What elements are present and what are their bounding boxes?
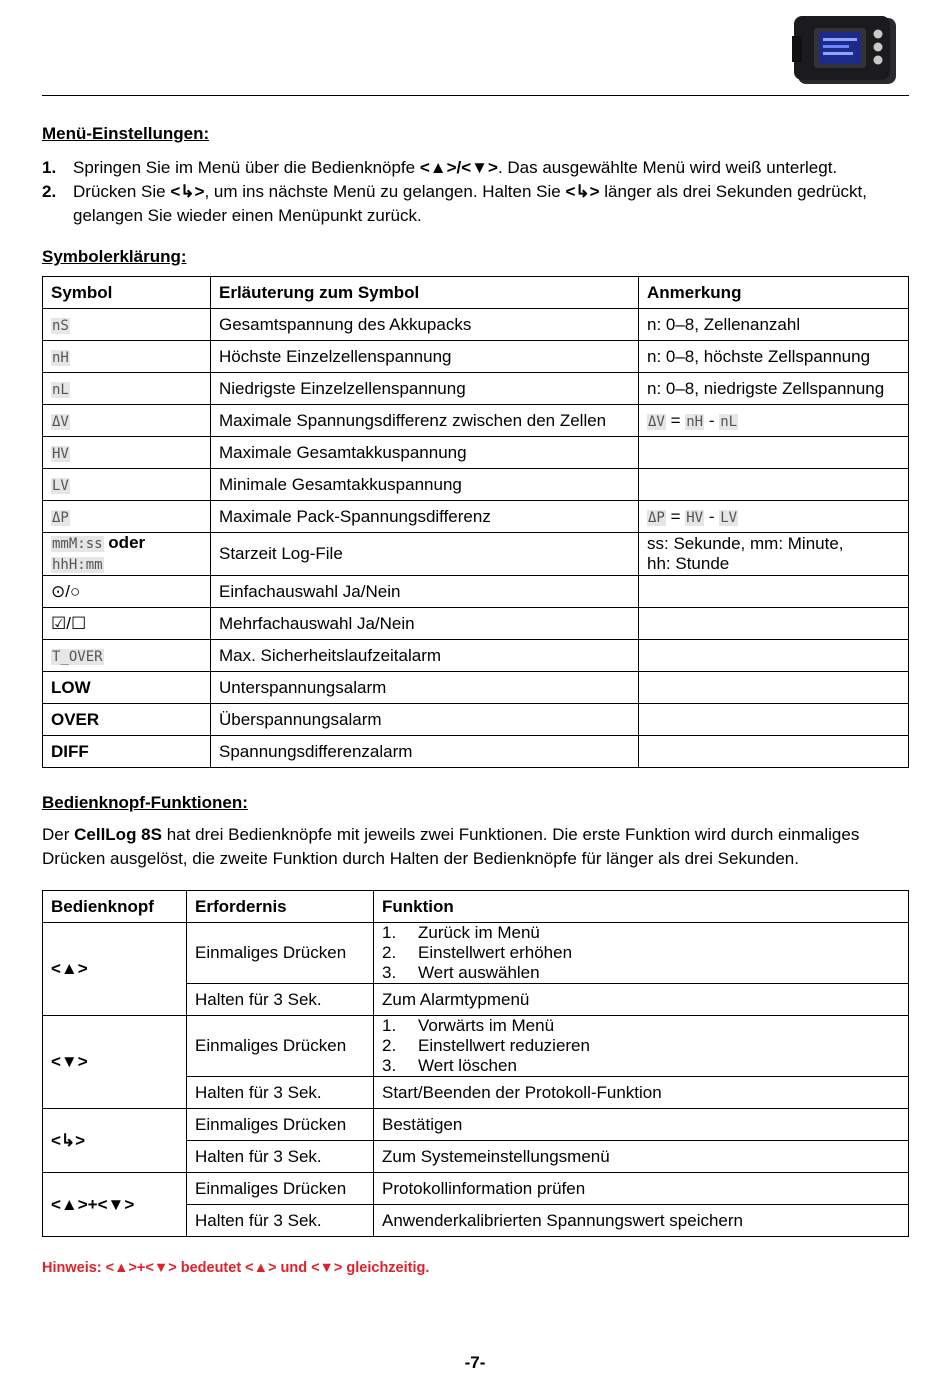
- symbol-note: [639, 640, 909, 672]
- button-name: <▲>: [43, 923, 187, 1016]
- symbol-description: Unterspannungsalarm: [211, 672, 639, 704]
- function-text: Wert löschen: [418, 1056, 517, 1075]
- step-text: Drücken Sie: [73, 182, 171, 201]
- intro-text: hat drei Bedienknöpfe mit jeweils zwei Funktionen. Die erste Funktion wird durch einmaliges Drücken ausgelöst, die zweite Funktion durch Halten der Bedienknöpfe für länger als drei Sekunden.: [42, 825, 860, 868]
- column-header: Symbol: [43, 277, 211, 309]
- function-text: Einstellwert erhöhen: [418, 943, 573, 962]
- table-row: [43, 576, 909, 608]
- menu-step-2: [42, 180, 912, 228]
- function-text: Zurück im Menü: [418, 923, 540, 942]
- function-text: Protokollinformation prüfen: [374, 1173, 909, 1205]
- table-row: [43, 1173, 909, 1205]
- product-name: CellLog 8S: [74, 825, 162, 844]
- display-symbol: nS: [52, 317, 69, 334]
- symbol-note: [639, 533, 909, 576]
- function-text: Anwenderkalibrierten Spannungswert speichern: [374, 1205, 909, 1237]
- list-number: 1.: [382, 923, 397, 942]
- alarm-symbol: DIFF: [43, 736, 211, 768]
- list-item: [382, 1016, 900, 1036]
- symbol-connector: oder: [103, 533, 146, 552]
- column-header: Anmerkung: [639, 277, 909, 309]
- table-row: [43, 501, 909, 533]
- function-text: Wert auswählen: [418, 963, 540, 982]
- function-text: Zum Systemeinstellungsmenü: [374, 1141, 909, 1173]
- table-row: [43, 608, 909, 640]
- requirement: Einmaliges Drücken: [187, 1016, 374, 1077]
- table-header-row: [43, 891, 909, 923]
- list-number: 3.: [382, 963, 397, 982]
- button-intro-paragraph: [42, 823, 912, 871]
- symbol-description: Minimale Gesamtakkuspannung: [211, 469, 639, 501]
- table-row: [43, 373, 909, 405]
- list-item: [382, 963, 900, 983]
- list-item: [382, 943, 900, 963]
- button-name: <↳>: [43, 1109, 187, 1173]
- symbol-note: n: 0–8, Zellenanzahl: [639, 309, 909, 341]
- formula-term: nH: [686, 413, 704, 430]
- display-symbol: T_OVER: [52, 648, 103, 665]
- symbol-description: Niedrigste Einzelzellenspannung: [211, 373, 639, 405]
- step-text: Springen Sie im Menü über die Bedienknöpfe: [73, 158, 420, 177]
- symbol-note: [639, 501, 909, 533]
- symbol-note: [639, 437, 909, 469]
- display-symbol: hhH:mm: [52, 557, 103, 573]
- function-list: [382, 1016, 900, 1076]
- note-line: ss: Sekunde, mm: Minute,: [647, 534, 844, 553]
- symbol-description: Starzeit Log-File: [211, 533, 639, 576]
- radio-symbol: ⊙/○: [43, 576, 211, 608]
- display-symbol: ΔP: [52, 509, 69, 526]
- symbol-table: [42, 276, 909, 768]
- column-header: Bedienknopf: [43, 891, 187, 923]
- symbol-description: Gesamtspannung des Akkupacks: [211, 309, 639, 341]
- requirement: Halten für 3 Sek.: [187, 1077, 374, 1109]
- step-text: . Das ausgewählte Menü wird weiß unterlegt.: [497, 158, 838, 177]
- button-symbol: <▲>/<▼>: [419, 158, 498, 177]
- table-row: [43, 469, 909, 501]
- symbol-note: [639, 608, 909, 640]
- table-header-row: [43, 277, 909, 309]
- requirement: Einmaliges Drücken: [187, 1173, 374, 1205]
- display-symbol: nL: [52, 381, 69, 398]
- display-symbol: HV: [52, 445, 69, 462]
- list-number: 2.: [382, 1036, 397, 1055]
- symbol-legend-title: Symbolerklärung:: [42, 247, 187, 266]
- function-text: Bestätigen: [374, 1109, 909, 1141]
- list-item: [382, 1036, 900, 1056]
- menu-step-1: [42, 156, 912, 180]
- symbol-note: [639, 469, 909, 501]
- column-header: Funktion: [374, 891, 909, 923]
- symbol-note: n: 0–8, niedrigste Zellspannung: [639, 373, 909, 405]
- formula-term: nL: [720, 413, 738, 430]
- symbol-description: Mehrfachauswahl Ja/Nein: [211, 608, 639, 640]
- formula-term: HV: [686, 509, 704, 526]
- function-text: Einstellwert reduzieren: [418, 1036, 590, 1055]
- formula-operator: =: [665, 410, 686, 430]
- cell-log-device-image: [792, 12, 898, 87]
- function-list: [382, 923, 900, 983]
- function-text: Zum Alarmtypmenü: [374, 984, 909, 1016]
- formula-operator: -: [704, 506, 720, 526]
- symbol-description: Maximale Spannungsdifferenz zwischen den Zellen: [211, 405, 639, 437]
- formula-operator: -: [704, 410, 720, 430]
- display-symbol: nH: [52, 349, 69, 366]
- step-text: , um ins nächste Menü zu gelangen. Halten Sie: [204, 182, 566, 201]
- requirement: Einmaliges Drücken: [187, 1109, 374, 1141]
- intro-text: Der: [42, 825, 75, 844]
- hint-note: Hinweis: <▲>+<▼> bedeutet <▲> und <▼> gleichzeitig.: [42, 1260, 430, 1276]
- button-functions-title: Bedienknopf-Funktionen:: [42, 793, 248, 812]
- list-item: [382, 923, 900, 943]
- function-text: Vorwärts im Menü: [418, 1016, 555, 1035]
- display-symbol: mmM:ss: [52, 536, 103, 552]
- requirement: Halten für 3 Sek.: [187, 984, 374, 1016]
- table-row: [43, 405, 909, 437]
- formula-term: ΔV: [648, 413, 665, 430]
- step-number: 2.: [42, 182, 57, 201]
- header-rule: [42, 95, 909, 96]
- table-row: [43, 736, 909, 768]
- table-row: [43, 533, 909, 576]
- symbol-note: [639, 736, 909, 768]
- formula-term: ΔP: [648, 509, 665, 526]
- symbol-description: Spannungsdifferenzalarm: [211, 736, 639, 768]
- step-number: 1.: [42, 158, 57, 177]
- list-number: 1.: [382, 1016, 397, 1035]
- symbol-description: Maximale Pack-Spannungsdifferenz: [211, 501, 639, 533]
- symbol-note: [639, 405, 909, 437]
- table-row: [43, 640, 909, 672]
- column-header: Erläuterung zum Symbol: [211, 277, 639, 309]
- table-row: [43, 309, 909, 341]
- symbol-note: n: 0–8, höchste Zellspannung: [639, 341, 909, 373]
- table-row: [43, 341, 909, 373]
- button-symbol: <↳>: [565, 182, 600, 201]
- symbol-description: Maximale Gesamtakkuspannung: [211, 437, 639, 469]
- table-row: [43, 672, 909, 704]
- symbol-note: [639, 576, 909, 608]
- display-symbol: ΔV: [52, 413, 69, 430]
- list-number: 3.: [382, 1056, 397, 1075]
- step-text: länger als drei Sekunden gedrückt, gelangen Sie wieder einen Menüpunkt zurück.: [73, 182, 867, 225]
- column-header: Erfordernis: [187, 891, 374, 923]
- table-row: [43, 923, 909, 984]
- alarm-symbol: LOW: [43, 672, 211, 704]
- requirement: Halten für 3 Sek.: [187, 1205, 374, 1237]
- page-number: -7-: [464, 1353, 486, 1372]
- symbol-note: [639, 672, 909, 704]
- alarm-symbol: OVER: [43, 704, 211, 736]
- button-name: <▲>+<▼>: [43, 1173, 187, 1237]
- symbol-description: Max. Sicherheitslaufzeitalarm: [211, 640, 639, 672]
- list-number: 2.: [382, 943, 397, 962]
- menu-settings-title: Menü-Einstellungen:: [42, 124, 210, 143]
- symbol-description: Einfachauswahl Ja/Nein: [211, 576, 639, 608]
- symbol-description: Überspannungsalarm: [211, 704, 639, 736]
- list-item: [382, 1056, 900, 1076]
- note-line: hh: Stunde: [647, 554, 730, 573]
- table-row: [43, 704, 909, 736]
- checkbox-symbol: ☑/☐: [43, 608, 211, 640]
- formula-term: LV: [720, 509, 738, 526]
- menu-steps: [42, 156, 912, 228]
- requirement: Einmaliges Drücken: [187, 923, 374, 984]
- table-row: [43, 1016, 909, 1077]
- formula-operator: =: [665, 506, 686, 526]
- symbol-note: [639, 704, 909, 736]
- requirement: Halten für 3 Sek.: [187, 1141, 374, 1173]
- display-symbol: LV: [52, 477, 69, 494]
- symbol-description: Höchste Einzelzellenspannung: [211, 341, 639, 373]
- button-name: <▼>: [43, 1016, 187, 1109]
- table-row: [43, 1109, 909, 1141]
- button-function-table: [42, 890, 909, 1237]
- button-symbol: <↳>: [170, 182, 205, 201]
- function-text: Start/Beenden der Protokoll-Funktion: [374, 1077, 909, 1109]
- table-row: [43, 437, 909, 469]
